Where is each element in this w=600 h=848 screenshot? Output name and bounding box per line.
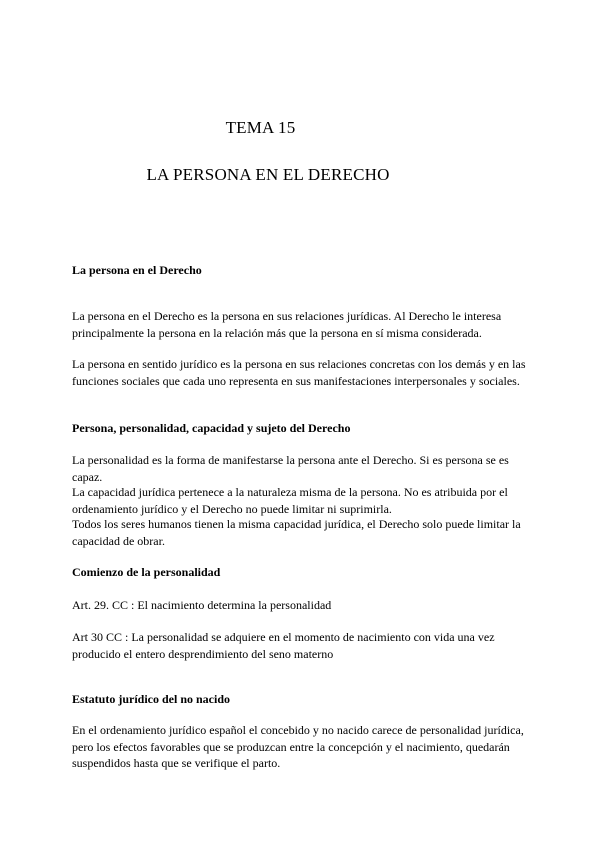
section-heading-estatuto: Estatuto jurídico del no nacido [72,692,231,706]
page-title: LA PERSONA EN EL DERECHO [146,165,390,184]
section-heading-personalidad: Persona, personalidad, capacidad y sujeto del Derecho [72,421,351,435]
paragraph: La persona en el Derecho es la persona en sus relaciones jurídicas. Al Derecho le interesa principalmente la persona en la relación más que la persona en sí misma considerada. [72,309,502,340]
topic-number: TEMA 15 [225,118,296,137]
paragraph: La personalidad es la forma de manifestarse la persona ante el Derecho. Si es persona se es capaz. [72,453,509,484]
paragraph: Todos los seres humanos tienen la misma capacidad jurídica, el Derecho solo puede limitar la capacidad de obrar. [72,517,521,548]
paragraph: En el ordenamiento jurídico español el concebido y no nacido carece de personalidad jurídica, pero los efectos favorables que se produzcan entre la concepción y el nacimiento, quedarán suspendidos hasta que se verifique el parto. [72,723,524,770]
paragraph: La persona en sentido jurídico es la persona en sus relaciones concretas con los demás y en las funciones sociales que cada uno representa en sus manifestaciones interpersonales y sociales. [72,357,526,388]
paragraph: La capacidad jurídica pertenece a la naturaleza misma de la persona. No es atribuida por el ordenamiento jurídico y el Derecho no puede limitar ni suprimirla. [72,485,508,516]
section-heading-comienzo: Comienzo de la personalidad [72,565,221,579]
paragraph: Art 30 CC : La personalidad se adquiere en el momento de nacimiento con vida una vez producido el entero desprendimiento del seno materno [72,630,495,661]
paragraph: Art. 29. CC : El nacimiento determina la personalidad [72,598,332,612]
section-heading-persona: La persona en el Derecho [72,263,202,277]
